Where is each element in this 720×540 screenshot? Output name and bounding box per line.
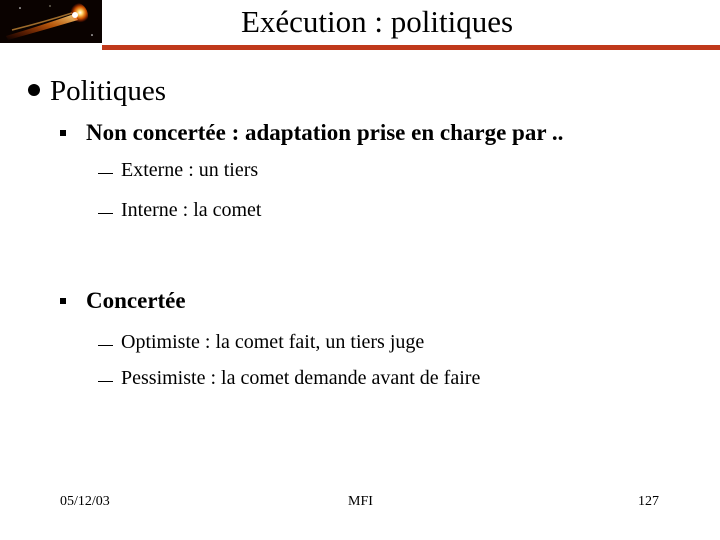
page-number: 127 (638, 494, 659, 509)
comet-logo-icon (0, 0, 102, 43)
item-pessimiste: Pessimiste : la comet demande avant de faire (121, 367, 481, 389)
heading-politiques: Politiques (50, 75, 167, 107)
bullet-square-icon (60, 298, 66, 304)
bullet-dash-icon (98, 345, 113, 346)
bullet-dash-icon (98, 381, 113, 382)
section-concertee: Concertée (86, 288, 186, 313)
item-externe: Externe : un tiers (121, 159, 259, 181)
bullet-square-icon (60, 130, 66, 136)
slide-title: Exécution : politiques (240, 4, 514, 39)
title-underline (102, 45, 720, 50)
item-optimiste: Optimiste : la comet fait, un tiers juge (121, 331, 425, 353)
footer-date: 05/12/03 (60, 494, 110, 509)
section-non-concertee: Non concertée : adaptation prise en charge par .. (86, 120, 564, 145)
bullet-dash-icon (98, 213, 113, 214)
bullet-dash-icon (98, 173, 113, 174)
item-interne: Interne : la comet (121, 199, 262, 221)
bullet-dot-icon (28, 84, 40, 96)
footer-center: MFI (348, 494, 373, 509)
